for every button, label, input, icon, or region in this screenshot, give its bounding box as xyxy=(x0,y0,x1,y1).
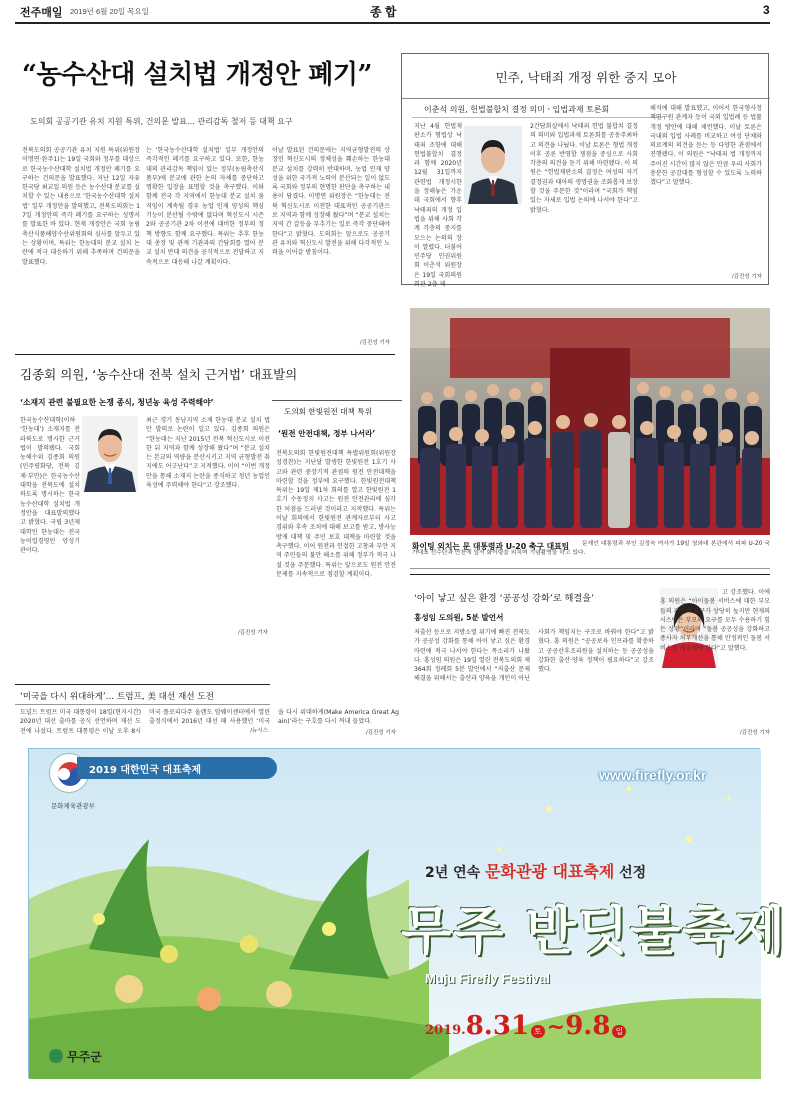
kim-column-1: 한국농수산대학(이하 ‘한농대’) 소재지를 전라북도로 명시한 근거법이 발의됐다. 국회 농해수위 김종회 의원(민주평화당, 전북 김제·부안)은 한국농수산대학을 전북도에 설치하도록 명시하는 한국농수산대학 설치법 개정안을 대표발의했다고 밝혔다. 국립 3년제 대학인 한농대는 전국 농어업경영인 양성기관이다. xyxy=(20,417,80,555)
trump-text: 도널드 트럼프 미국 대통령이 18일(현지시간) 2020년 대선 출마를 공식 선언하며 재선 도전에 나섰다. 트럼프 대통령은 이날 오후 8시 미국 플로리다주 올랜도 암웨이센터에서 열린 출정식에서 2016년 대선 때 사용했던 ‘미국을 다시 위대하게(Make America Great Again)’라는 구호를 다시 꺼내 들었다. xyxy=(20,709,399,735)
kim-top-rule xyxy=(15,354,395,355)
portrait-kim-image xyxy=(82,416,138,492)
trump-headline: ‘미국을 다시 위대하게’… 트럼프, 美 대선 재선 도전 xyxy=(20,692,214,702)
opinion-credit: /김진성 기자 xyxy=(731,274,762,280)
committee-subheadline: ‘원전 안전대책, 정부 나서라’ xyxy=(278,429,376,438)
photo-caption-rule xyxy=(410,568,770,569)
opinion-byline: 이춘석 의원, 헌법불합치 결정 의미ㆍ입법과제 토론회 xyxy=(424,105,610,114)
lead-column-1: 전북도의회 공공기관 유치 지원 특위(위원장 이명연·완주1)는 19일 국회와 정부를 대상으로 한국농수산대학 설치법 개정안 폐기를 요구하는 건의문을 발표했다. 지난 12일 자유한국당 최교일 의원 등은 농수산대 분교를 설치할 수 있는 내용으로 ‘한국농수산대학 설치법’ 일부 개정안을 발의했고, 전북도의회는 17일 개정안의 즉각 폐기를 요구하는 성명서를 발표한 바 있다. 현재 개정안은 국회 농림축산식품해양수산위원회의 심사를 앞두고 있는 상황이며, 특위는 한농대의 분교 설치 논란에 적극 대응하기 위해 추족하며 건의문을 발표했다. xyxy=(22,147,140,266)
ad-ministry: 문화체육관광부 xyxy=(51,802,95,810)
festival-ad xyxy=(28,748,787,1078)
page-number: 3 xyxy=(763,3,770,17)
trump-top-rule xyxy=(15,684,270,685)
opinion-subrule xyxy=(412,117,662,118)
opinion-column-2: 2간담회실에서 낙태죄 헌법 불합치 결정의 의미와 입법과제 토론회를 공동주최하고 의견을 나눴다. 이날 토론은 형법 개정 이후 공론 반영할 쟁점을 중심으로 사회 각층의 의견을 듣기 위해 마련됐다. 이 의원은 “헌법재판소의 결정은 여성의 자기결정권과 태아의 생명권을 조화롭게 보장할 것을 주문한 것”이라며 “국회가 책임 있는 자세로 입법 논의에 나서야 한다”고 밝혔다. xyxy=(530,123,638,214)
kim-subheadline: ‘소재지 관련 불필요한 논쟁 종식, 청년농 육성 주력해야’ xyxy=(20,398,214,407)
committee-headline: 도의회 한빛원전 대책 특위 xyxy=(284,407,372,416)
kim-headline: 김종회 의원, ‘농수산대 전북 설치 근거법’ 대표발의 xyxy=(20,367,298,382)
hong-subheadline: 홍성임 도의원, 5분 발언서 xyxy=(414,613,504,622)
trump-credit: /뉴시스 xyxy=(250,728,268,734)
committee-credit: /김진성 기자 xyxy=(365,730,396,736)
opinion-box xyxy=(401,53,769,289)
portrait-lee xyxy=(464,126,522,204)
ad-date-end: 9.8 xyxy=(565,1011,611,1041)
lead-subheadline: 도의회 공공기관 유치 지원 특위, 건의문 발표… 관리감독 철저 등 대책 요구 xyxy=(30,117,293,126)
ad-url[interactable]: www.firefly.or.kr xyxy=(599,767,707,783)
hong-top-rule xyxy=(410,574,770,575)
hong-text: 저출산 등으로 지방소멸 위기에 빠진 전북도가 공공성 강화를 통해 아이 낳고 싶은 환경 마련에 적극 나서야 한다는 목소리가 나왔다. 홍성임 의원은 19일 열린 전북도의회 제364회 정례회 5분 발언에서 “저출산 문제 해결을 위해서는 출산과 양육을 개인이 아닌 사회가 책임지는 구조로 바꿔야 한다”고 밝혔다. 홍 의원은 “공공보육 인프라를 확충하고 공공산후조리원을 설치하는 등 공공성을 강화한 출산·양육 정책이 필요하다”고 강조했다. xyxy=(414,629,654,683)
kim-credit: /김진성 기자 xyxy=(237,630,268,636)
ad-selection-line xyxy=(425,859,646,882)
hong-text-side: 고 강조했다. 이에 홍 의원은 “아이돌봄 서비스에 대한 부모들의 관심과 요구가 상당히 높지만 현재의 시스템은 부모의 요구를 모두 수용하기 힘든 상황”이라며 “돌봄 공공성을 강화하고 종사자 처우개선을 통해 안정적인 돌봄 서비스를 제공해야 한다”고 말했다. xyxy=(660,589,770,652)
ad-sponsor-logo xyxy=(49,1049,63,1063)
ad-date xyxy=(425,1011,626,1041)
ad-festival-label: 2019 대한민국 대표축제 xyxy=(89,765,202,776)
team-photo xyxy=(410,308,770,535)
masthead xyxy=(0,0,780,22)
opinion-divider xyxy=(402,98,770,99)
lead-credit: /김진성 기자 xyxy=(359,340,390,346)
paper-name: 전주매일 xyxy=(20,7,63,19)
hong-credit: /김진성 기자 xyxy=(739,730,770,736)
ad-date-year: 2019. xyxy=(425,1023,466,1038)
lead-column-2: 는 ‘한국농수산대학 설치법’ 일부 개정안의 즉각적인 폐기를 요구하고 있다. 또한, 한농대의 관리감독 책임이 있는 정부(농림축산식품부)에 분교에 관한 논의 자체를 중단하고 명확한 입장을 표명할 것을 촉구했다. 이와 함께 전국 각 지역에서 한농대 분교 설치 움직임이 계속될 경우 농업 인재 양성의 핵심 기능이 분산될 수밖에 없다며 혁신도시 시즌2와 공공기관 2차 이전에 대비한 정부의 정책 방향도 함께 요구했다. 특위는 추후 한농대 총장 및 관계 기관과의 간담회를 열어 분교 설치 반대 의견을 공식적으로 전달하고 지속적으로 대응해 나갈 계획이다. xyxy=(146,147,264,266)
ad-date-dash: ~ xyxy=(546,1014,566,1040)
team-photo-image xyxy=(410,308,770,535)
photo-caption-body: 문재인 대통령과 부인 김정숙 여사가 19일 청와대 본관에서 피파 U-20 국가대표 선수단과 만찬에 앞서 화이팅을 외치며 기념촬영을 하고 있다. xyxy=(412,541,770,556)
ad-selection-part2: 문화관광 대표축제 xyxy=(485,862,615,881)
opinion-column-1: 지난 4월 헌법재판소가 형법상 낙태죄 조항에 대해 헌법불합치 결정과 함께 2020년 12월 31일까지 관련법 개정시한을 정해놓은 가운데 국회에서 향후 낙태죄의 개정 입법을 위해 사회 각계 각층의 중지를 모으는 논의의 장이 열렸다. 더불어민주당 인권위원회 이춘석 위원장은 19일 국회의원회관 2층 제 xyxy=(414,123,462,289)
trump-under-rule xyxy=(15,704,270,705)
ad-date-start: 8.31 xyxy=(465,1011,530,1041)
portrait-lee-image xyxy=(464,126,522,204)
section-title: 종 합 xyxy=(370,5,397,19)
ad-sponsor: 무주군 xyxy=(67,1050,102,1064)
ad-title-english: Muju Firefly Festival xyxy=(425,971,550,986)
opinion-title: 민주, 낙태죄 개정 위한 중지 모아 xyxy=(495,70,677,85)
ad-selection-part1: 2년 연속 xyxy=(425,865,486,881)
ad-date-end-day: 일 xyxy=(612,1025,626,1038)
ad-title-korean: 무주 반딧불축제 xyxy=(401,901,787,962)
issue-date: 2019년 6월 20일 목요일 xyxy=(70,7,149,16)
ad-date-start-day: 토 xyxy=(531,1025,545,1038)
portrait-kim xyxy=(82,416,138,492)
ad-selection-part3: 선정 xyxy=(614,865,647,881)
masthead-rule xyxy=(15,22,770,24)
photo-caption-title: 화이팅 외치는 문 대통령과 U-20 축구 대표팀 xyxy=(412,542,570,551)
kim-column-2: 최근 경기 동남지역 소재 한농대 분교 설치 법안 발의로 논란이 일고 있다. 김종회 의원은 “한농대는 지난 2015년 전북 혁신도시로 이전한 뒤 지역과 함께 성장해 왔다”며 “분교 설치는 본교의 역량을 분산시키고 지역 균형발전 취지에도 어긋난다”고 지적했다. 이어 “이번 개정안을 통해 소재지 논란을 종식하고 청년 농업인 육성에 주력해야 한다”고 강조했다. xyxy=(146,417,270,490)
committee-text: 전북도의회 한빛원전대책 특별위원회(위원장 성경찬)는 지난달 발생한 한빛원전 1호기 사고와 관련 중장기적 관점의 원전 안전대책을 마련할 것을 정부에 요구했다. 한빛원전대책특위는 19일 제1차 회의를 열고 한빛원전 1호기 수동정지 사고는 원전 안전관리에 심각한 허점을 드러낸 것이라고 지적했다. 특위는 이날 회의에서 한빛원전 관계자로부터 사고 경위와 후속 조치에 대해 보고를 받고, 방사능 방재 대책 및 주민 보호 대책을 마련할 것을 촉구했다. 이어 원전과 인접한 고창과 부안 지역 주민들의 불안 해소를 위해 정부가 적극 나설 것을 주문했다. 특위는 앞으로도 원전 안전 문제를 지속적으로 점검할 계획이다. xyxy=(276,450,396,578)
opinion-column-3: 해석에 대해 발표했고, 이어서 한국형사정책연구원 관계자 등이 국외 입법례 등 법률 개정 방안에 대해 제언했다. 이날 토론은 국내외 입법 사례를 비교하고 여성 단체와 의료계의 의견을 듣는 등 다양한 관점에서 진행됐다. 이 의원은 “낙태죄 법 개정까지 주어진 시간이 많지 않은 만큼 우리 사회가 충분한 공감대를 형성할 수 있도록 노력하겠다”고 말했다. xyxy=(650,105,762,187)
lead-headline: “농수산대 설치법 개정안 폐기” xyxy=(22,60,372,90)
lead-column-3: 이날 발표된 건의문에는 지역균형발전의 상징인 혁신도시의 정체성을 훼손하는 한농대 분교 설치를 강력히 반대하며, 농업 인재 양성을 위한 국가적 노력이 분산되는 일이 없도록 국회와 정부의 현명한 판단을 촉구하는 내용이 담겼다. 이명연 위원장은 “한농대는 전북 혁신도시로 이전한 대표적인 공공기관으로 지역과 함께 성장해 왔다”며 “분교 설치는 지역 간 갈등을 부추기는 일로 즉각 중단돼야 한다”고 밝혔다. 도의회는 앞으로도 공공기관 유치와 혁신도시 발전을 위해 다각적인 노력을 이어갈 방침이다. xyxy=(272,147,391,257)
hong-headline: ‘아이 낳고 싶은 환경 ‘공공성 강화’로 해결을’ xyxy=(414,593,595,604)
committee-box-rule xyxy=(272,400,402,401)
